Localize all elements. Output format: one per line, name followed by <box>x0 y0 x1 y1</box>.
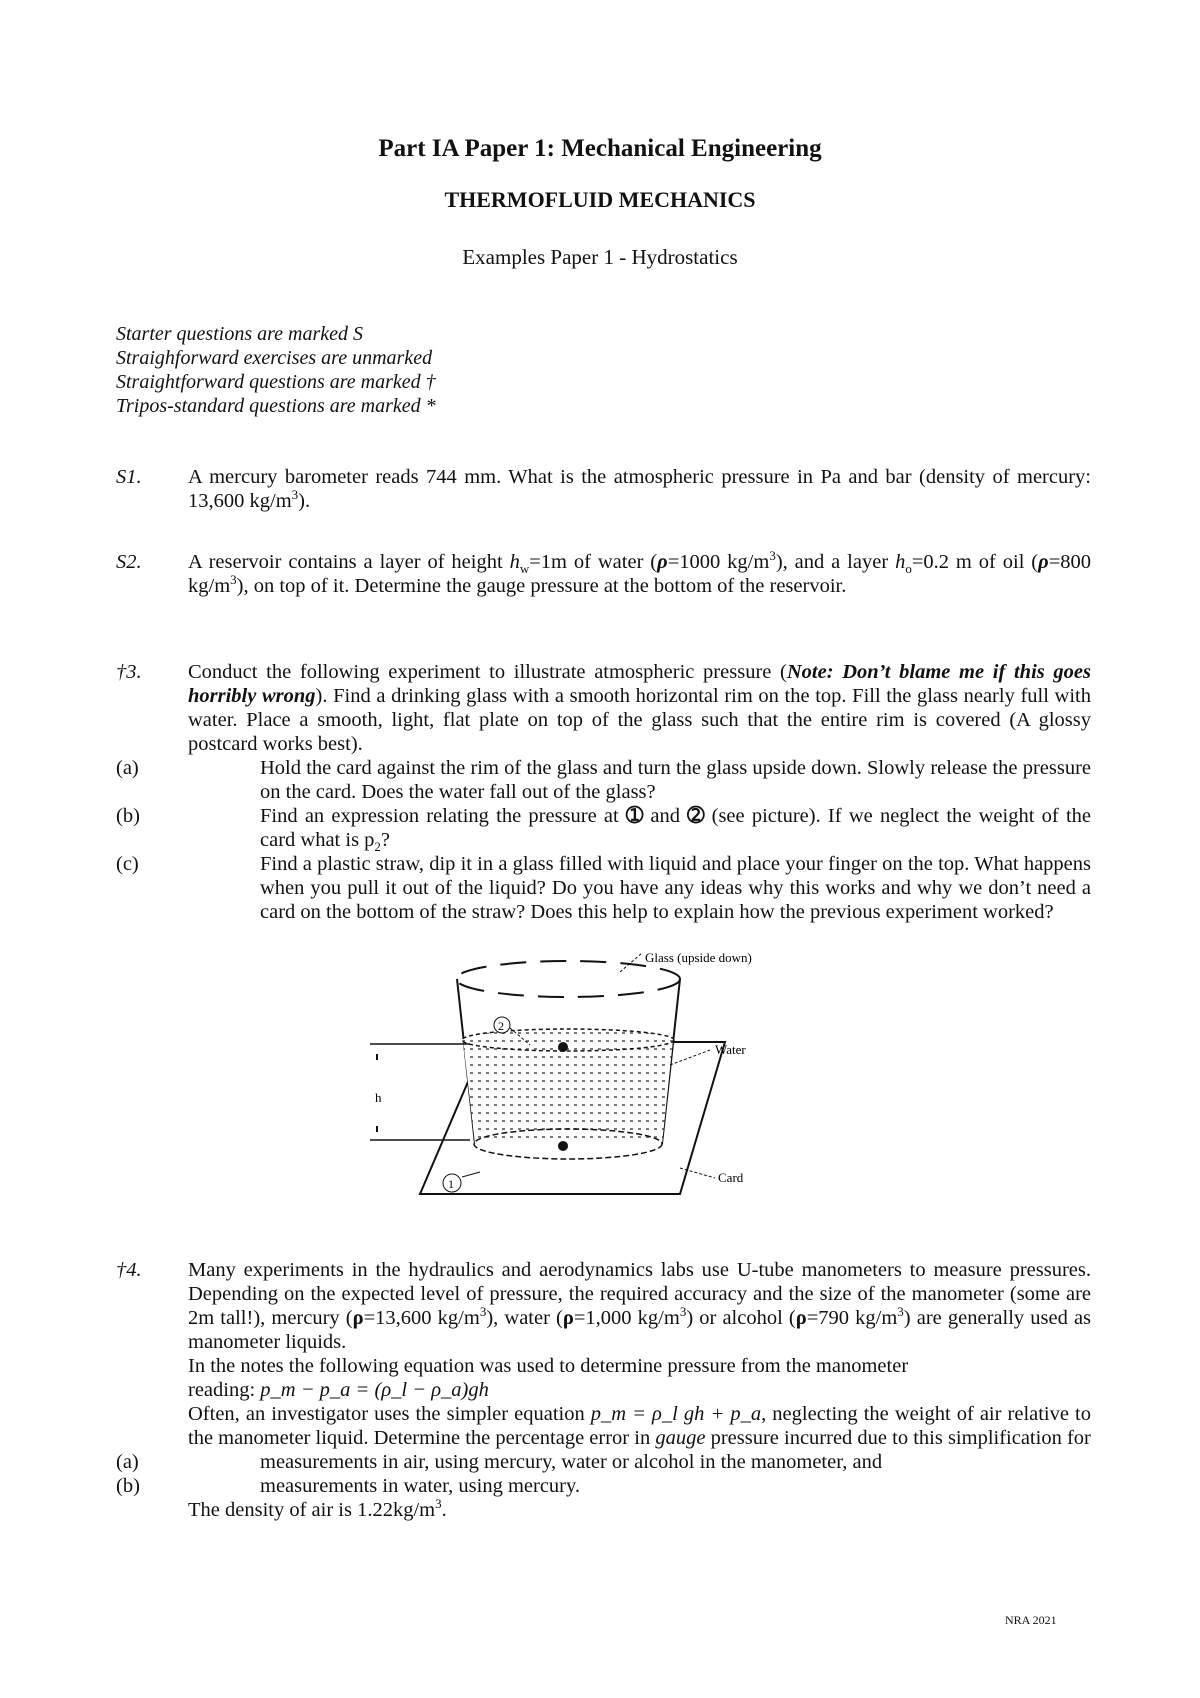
leader-line <box>462 1172 480 1177</box>
equation-intro: In the notes the following equation was used to determine pressure from the manometer <box>188 1355 909 1377</box>
point-1-label: 1 <box>448 1177 454 1191</box>
part-b: (b) measurements in water, using mercury. <box>116 1475 581 1497</box>
question-label: †4. <box>116 1259 142 1281</box>
glass-label: Glass (upside down) <box>645 950 752 965</box>
equation-1: p_m − p_a = (ρ_l − ρ_a)gh <box>260 1379 489 1401</box>
footer-initials: NRA 2021 <box>1005 1613 1057 1627</box>
card-label: Card <box>718 1170 744 1185</box>
paper-heading: Examples Paper 1 - Hydrostatics <box>462 245 738 269</box>
point-1-marker <box>558 1141 568 1151</box>
marking-legend <box>116 322 436 418</box>
part-b: (b) Find an expression relating the pressure at ➀ and ➁ (see picture). If we neglect the weight of the card what is $p_2$? <box>116 805 1091 855</box>
equation-line: reading: p_m − p_a = (ρ_l − ρ_a)gh <box>188 1379 489 1401</box>
part-c: (c) Find a plastic straw, dip it in a glass filled with liquid and place your finger on the top. What happens when you pull it out of the liquid? Do you have any ideas why this works and why we don’t need a card on the bottom of the straw? Does this help to explain how the previous experiment worked? <box>116 853 1091 923</box>
question-4 <box>116 1258 1091 1522</box>
air-density-note: The density of air is $1.22kg/m^3$. <box>188 1496 447 1521</box>
point-2-label: 2 <box>498 1019 504 1033</box>
water-label: Water <box>715 1042 746 1057</box>
question-3 <box>116 660 1091 924</box>
leader-line <box>670 1050 710 1065</box>
point-2-marker <box>558 1042 568 1052</box>
question-s2 <box>116 550 1091 598</box>
legend-line: Tripos-standard questions are marked * <box>116 395 436 417</box>
legend-line: Straightforward questions are marked † <box>116 371 436 393</box>
question-s1 <box>116 465 1091 513</box>
part-a: (a) Hold the card against the rim of the glass and turn the glass upside down. Slowly release the pressure on the card. Does the water fall out of the glass? <box>116 757 1091 803</box>
legend-line: Straighforward exercises are unmarked <box>116 347 433 369</box>
equation-2: p_m = ρ_l gh + p_a <box>590 1403 762 1425</box>
water-surface <box>462 1029 674 1051</box>
question-text: A mercury barometer reads 744 mm. What is the atmospheric pressure in Pa and bar (density of mercury: 13,600 $kg/m^3$). <box>188 466 1091 512</box>
question-label: †3. <box>116 661 142 683</box>
height-label: h <box>375 1090 382 1105</box>
question-text: Many experiments in the hydraulics and aerodynamics labs use U-tube manometers to measure pressures. Depending on the expected level of pressure, the required accuracy and the size of the manometer (some are 2m tall!), mercury (ρ=13,600 $kg/m^3$), water (ρ=1,000 $kg/m^3$) or alcohol (ρ=790 $kg/m^3$) are generally used as manometer liquids. <box>188 1259 1092 1353</box>
subject-heading: THERMOFLUID MECHANICS <box>444 187 756 212</box>
question-text: A reservoir contains a layer of height $h_w=1m$ of water (ρ=1000 $kg/m^3$), and a layer $h_o=0.2$ m of oil (ρ=800 $kg/m^3$), on top of it. Determine the gauge pressure at the bottom of the reservoir. <box>188 548 1091 597</box>
glass-top-rim <box>456 961 680 997</box>
question-text: Often, an investigator uses the simpler equation p_m = ρ_l gh + p_a, neglecting the weight of air relative to the manometer liquid. Determine the percentage error in gauge pressure incurred due to this simplification for <box>188 1403 1091 1449</box>
glass-experiment-figure <box>375 950 840 1220</box>
question-label: S1. <box>116 466 142 488</box>
part-a: (a) measurements in air, using mercury, water or alcohol in the manometer, and <box>116 1451 883 1473</box>
page-title: Part IA Paper 1: Mechanical Engineering <box>378 135 822 162</box>
legend-line: Starter questions are marked S <box>116 323 364 345</box>
question-text: Conduct the following experiment to illustrate atmospheric pressure (Note: Don’t blame me if this goes horribly wrong). Find a drinking glass with a smooth horizontal rim on the top. Fill the glass nearly full with water. Place a smooth, light, flat plate on top of the glass such that the entire rim is covered (A glossy postcard works best). <box>188 661 1091 755</box>
question-label: S2. <box>116 551 142 573</box>
